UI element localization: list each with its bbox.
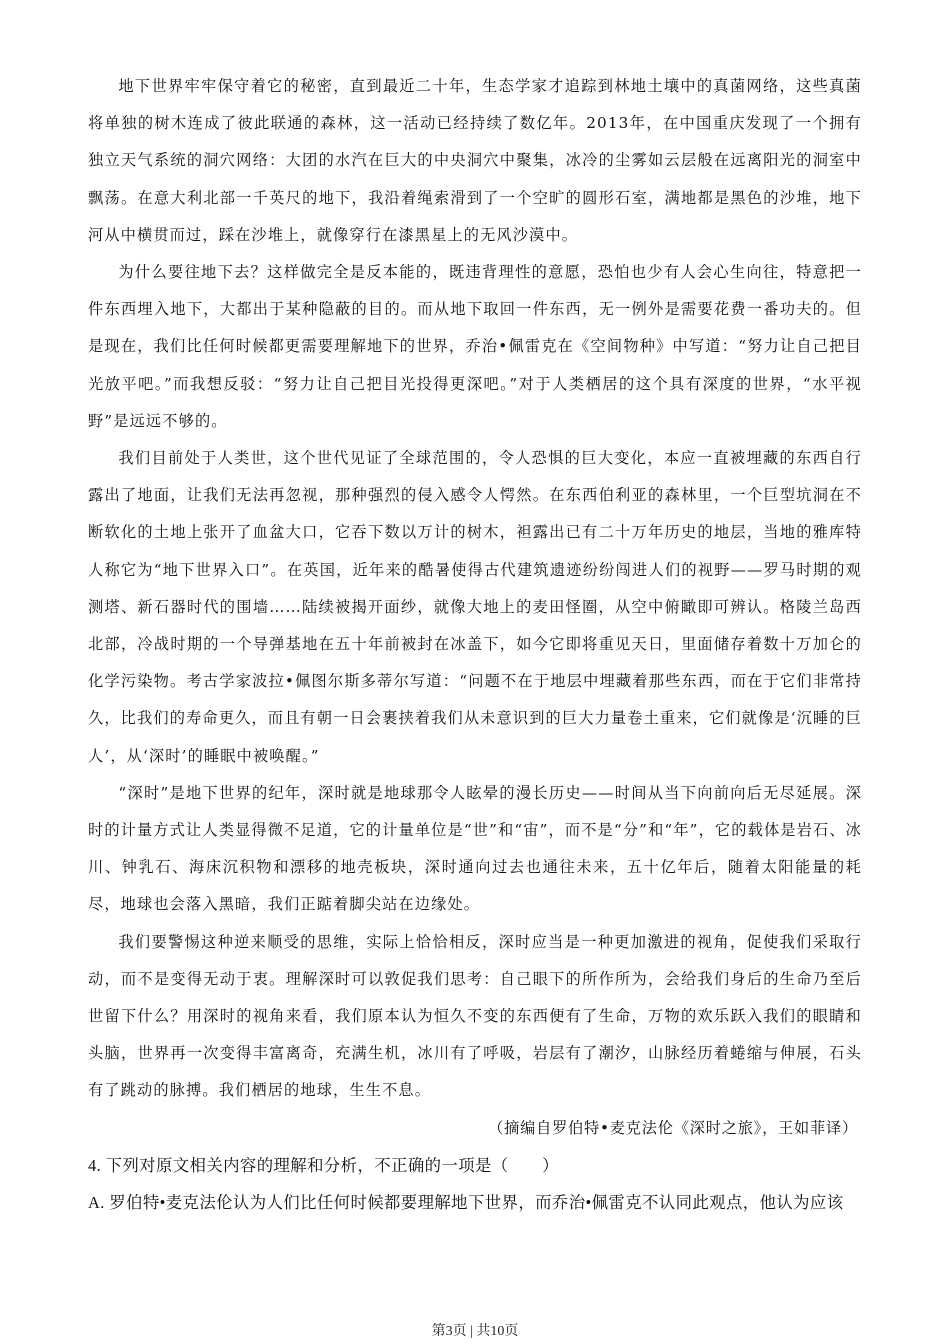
article-paragraph-4: “深时”是地下世界的纪年，深时就是地球那令人眩晕的漫长历史——时间从当下向前向后无尽延展。深时的计量方式让人类显得微不足道，它的计量单位是“世”和“宙”，而不是“分”和“年”，它的载体是岩石、冰川、钟乳石、海床沉积物和漂移的地壳板块，深时通向过去也通往未来，五十亿年后，随着太阳能量的耗尽，地球也会落入黑暗，我们正踮着脚尖站在边缘处。 — [88, 783, 862, 914]
article-paragraph-1: 地下世界牢牢保守着它的秘密，直到最近二十年，生态学家才追踪到林地土壤中的真菌网络，这些真菌将单独的树木连成了彼此联通的森林，这一活动已经持续了数亿年。2013年，在中国重庆发现了一个拥有独立天气系统的洞穴网络：大团的水汽在巨大的中央洞穴中聚集，冰冷的尘雾如云层般在远离阳光的洞室中飘荡。在意大利北部一千英尺的地下，我沿着绳索滑到了一个空旷的圆形石室，满地都是黑色的沙堆，地下河从中横贯而过，踩在沙堆上，就像穿行在漆黑星上的无风沙漠中。 — [88, 77, 862, 244]
article-paragraph-3: 我们目前处于人类世，这个世代见证了全球范围的，令人恐惧的巨大变化，本应一直被埋藏的东西自行露出了地面，让我们无法再忽视，那种强烈的侵入感令人愕然。在东西伯利亚的森林里，一个巨型坑洞在不断软化的土地上张开了血盆大口，它吞下数以万计的树木，袒露出已有二十万年历史的地层，当地的雅库特人称它为“地下世界入口”。在英国，近年来的酷暑使得古代建筑遗迹纷纷闯进人们的视野——罗马时期的观测塔、新石器时代的围墙……陆续被揭开面纱，就像大地上的麦田怪圈，从空中俯瞰即可辨认。格陵兰岛西北部，冷战时期的一个导弹基地在五十年前被封在冰盖下，如今它即将重见天日，里面储存着数十万加仑的化学污染物。考古学家波拉•佩图尔斯多蒂尔写道：“问题不在于地层中埋藏着那些东西，而在于它们非常持久，比我们的寿命更久，而且有朝一日会裹挟着我们从未意识到的巨大力量卷土重来，它们就像是‘沉睡的巨人’，从‘深时’的睡眠中被唤醒。” — [88, 449, 862, 765]
article-paragraph-2: 为什么要往地下去？这样做完全是反本能的，既违背理性的意愿，恐怕也少有人会心生向往，特意把一件东西埋入地下，大都出于某种隐蔽的目的。而从地下取回一件东西，无一例外是需要花费一番功夫的。但是现在，我们比任何时候都更需要理解地下的世界，乔治•佩雷克在《空间物种》中写道：“努力让自己把目光放平吧。”而我想反驳：“努力让自己把目光投得更深吧。”对于人类栖居的这个具有深度的世界，“水平视野”是远远不够的。 — [88, 263, 862, 430]
page-footer: 第3页 | 共10页 — [431, 1324, 519, 1339]
article-source-citation: （摘编自罗伯特•麦克法伦《深时之旅》，王如菲译） — [488, 1118, 858, 1137]
article-paragraph-5: 我们要警惕这种逆来顺受的思维，实际上恰恰相反，深时应当是一种更加激进的视角，促使我们采取行动，而不是变得无动于衷。理解深时可以敦促我们思考：自己眼下的所作所为，会给我们身后的生命乃至后世留下什么？用深时的视角来看，我们原本认为恒久不变的东西便有了生命，万物的欢乐跃入我们的眼睛和头脑，世界再一次变得丰富离奇，充满生机，冰川有了呼吸，岩层有了潮汐，山脉经历着蜷缩与伸展，石头有了跳动的脉搏。我们栖居的地球，生生不息。 — [88, 932, 862, 1100]
question-4-stem: 4. 下列对原文相关内容的理解和分析，不正确的一项是（ ） — [88, 1155, 559, 1175]
article-body — [88, 68, 862, 1221]
question-4-option-a: A. 罗伯特•麦克法伦认为人们比任何时候都要理解地下世界，而乔治•佩雷克不认同此观点，他认为应该 — [88, 1193, 844, 1213]
